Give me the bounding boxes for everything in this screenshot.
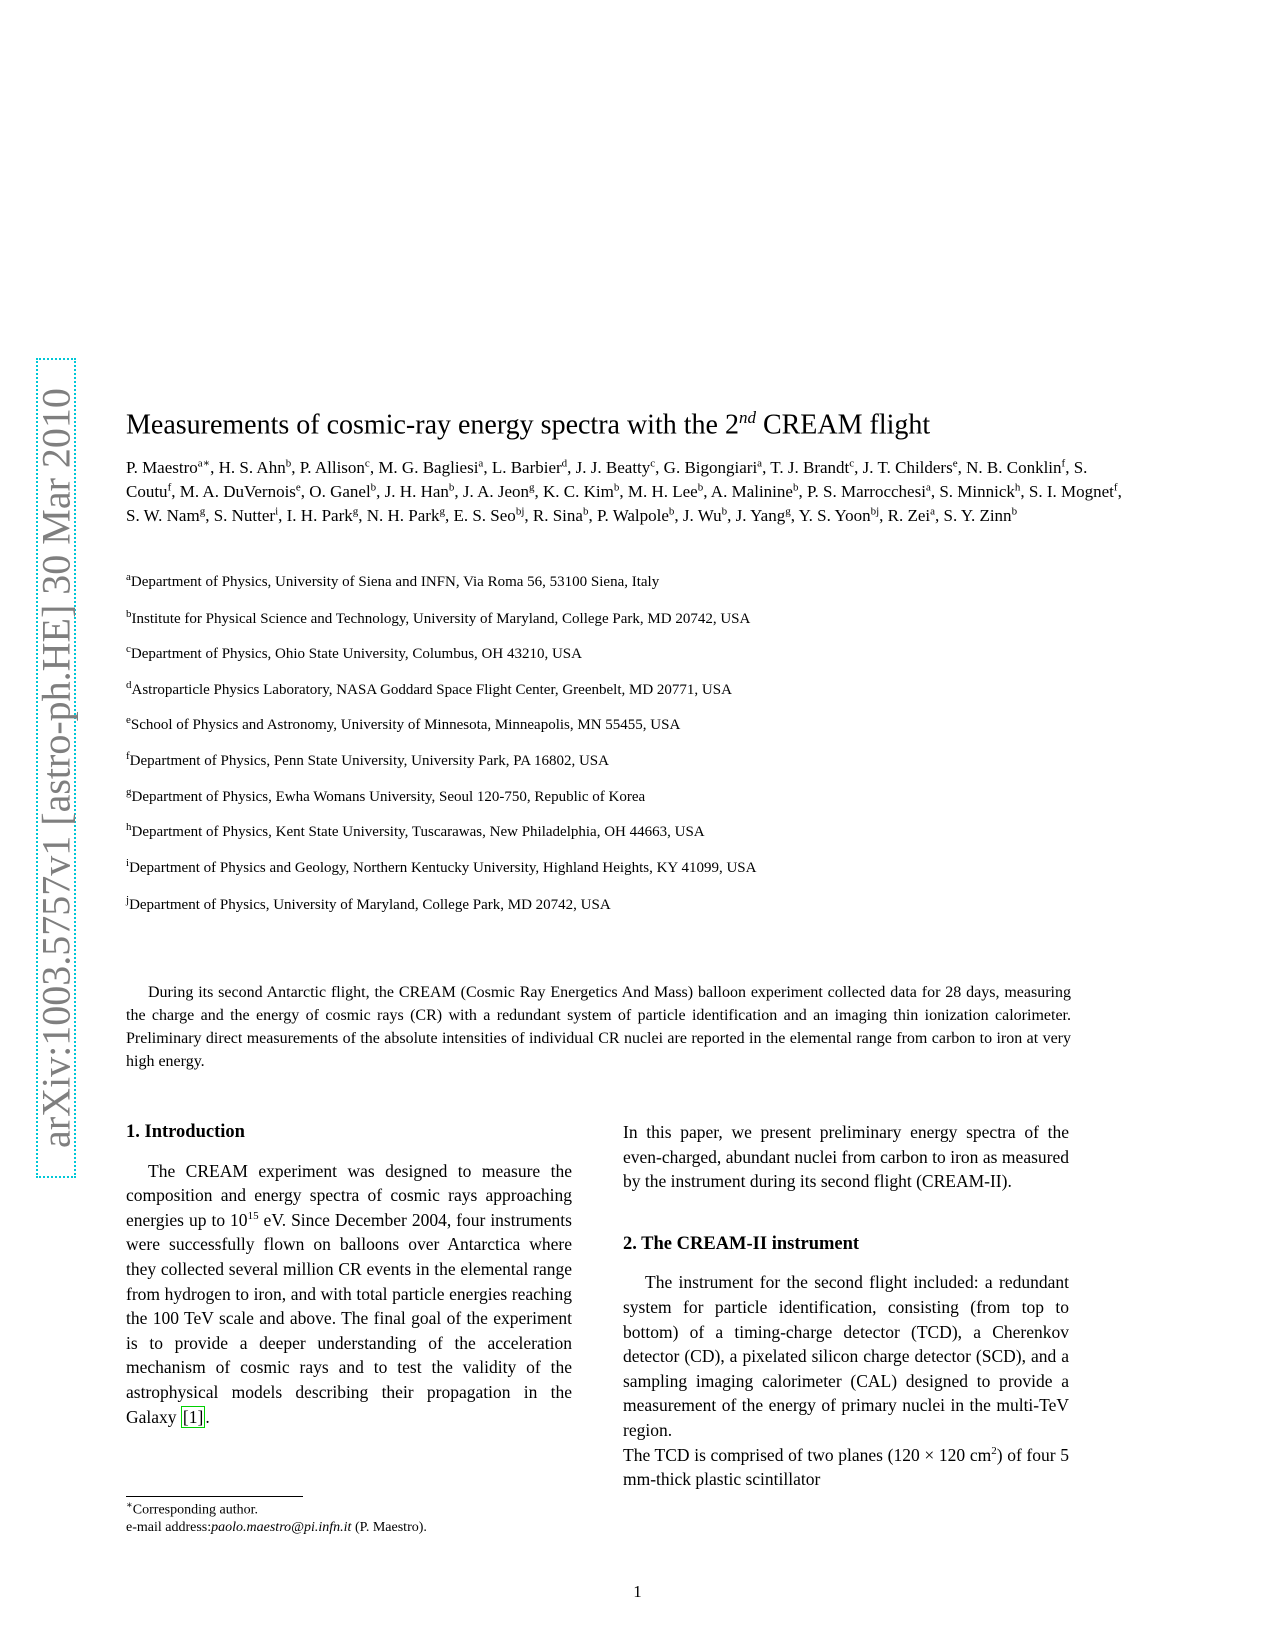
author-name: P. Allison xyxy=(299,458,365,477)
citation-link[interactable]: [1] xyxy=(182,1406,204,1427)
author-name: A. Malinine xyxy=(710,482,793,501)
author-name: J. Yang xyxy=(735,506,786,525)
affiliation-text: Department of Physics, University of Maryland, College Park, MD 20742, USA xyxy=(129,897,611,913)
author-name: Y. S. Yoon xyxy=(798,506,871,525)
author-affiliation-mark: b xyxy=(613,481,620,494)
author-affiliation-mark: b xyxy=(721,505,728,518)
author-affiliation-mark: e xyxy=(295,481,301,494)
affiliation-text: Department of Physics and Geology, Northern Kentucky University, Highland Heights, KY 41099, USA xyxy=(129,860,757,876)
author-name: L. Barbier xyxy=(491,458,562,477)
affiliation-key: i xyxy=(126,857,130,869)
affiliation-key: h xyxy=(126,821,132,833)
author-name: G. Bigongiari xyxy=(663,458,758,477)
footnote-rule xyxy=(126,1496,303,1497)
author-affiliation-mark: b xyxy=(668,505,675,518)
author-affiliation-mark: d xyxy=(561,457,568,470)
affiliation xyxy=(126,857,1136,877)
email-address[interactable]: paolo.maestro@pi.infn.it xyxy=(211,1520,352,1535)
author-affiliation-mark: g xyxy=(199,505,206,518)
author-affiliation-mark: b xyxy=(792,481,799,494)
left-column xyxy=(126,1120,572,1429)
arxiv-stamp xyxy=(33,358,79,1178)
affiliation xyxy=(126,679,1136,699)
author-affiliation-mark: bj xyxy=(870,505,880,518)
author-affiliation-mark: a∗ xyxy=(197,457,211,470)
author-affiliation-mark: f xyxy=(167,481,172,494)
author-affiliation-mark: a xyxy=(757,457,763,470)
author-affiliation-mark: b xyxy=(582,505,589,518)
author-affiliation-mark: a xyxy=(478,457,484,470)
author-affiliation-mark: b xyxy=(285,457,292,470)
affiliation xyxy=(126,750,1136,770)
author-name: M. A. DuVernois xyxy=(179,482,296,501)
author-name: H. S. Ahn xyxy=(218,458,286,477)
author-name: S. Minnick xyxy=(939,482,1015,501)
author-name: T. J. Brandt xyxy=(770,458,850,477)
author-name: S. W. Nam xyxy=(126,506,200,525)
author-name: J. H. Han xyxy=(384,482,449,501)
affiliation-key: b xyxy=(126,608,132,620)
affiliation-key: d xyxy=(126,679,132,691)
affiliation xyxy=(126,821,1136,841)
author-affiliation-mark: g xyxy=(352,505,359,518)
author-affiliation-mark: i xyxy=(275,505,279,518)
author-list: P. Maestro$^{a∗}$, H. S. Ahn$^b$, P. Allison$^c$, M. G. Bagliesi$^a$, L. Barbier$^d$, J. J. Beatty$^c$, G. Bigongiari$^a$, T. J. Brandt$^c$, J. T. Childers$^e$, N. B. Conklin$^f$, S. Coutu$^f$, M. A. DuVernois$^e$, O. Ganel$^b$, J. H. Han$^b$, J. A. Jeon$^g$, K. C. Kim$^b$, M. H. Lee$^b$, A. Malinine$^b$, P. S. Marrocchesi$^a$, S. Minnick$^h$, S. I. Mognet$^f$, S. W. Nam$^g$, S. Nutter$^i$, I. H. Park$^g$, N. H. Park$^g$, E. S. Seo$^{bj}$, R. Sina$^b$, P. Walpole$^b$, J. Wu$^b$, J. Yang$^g$, Y. S. Yoon$^{bj}$, R. Zei$^a$, S. Y. Zinn$^b$ xyxy=(126,457,1122,525)
author-name: O. Ganel xyxy=(309,482,371,501)
author-name: S. Y. Zinn xyxy=(943,506,1012,525)
affiliation-key: a xyxy=(126,571,131,583)
affiliation xyxy=(126,894,1136,914)
affiliation-text: Department of Physics, University of Siena and INFN, Via Roma 56, 53100 Siena, Italy xyxy=(130,574,660,590)
affiliation-text: Department of Physics, Kent State University, Tuscarawas, New Philadelphia, OH 44663, USA xyxy=(131,824,705,840)
author-affiliation-mark: a xyxy=(930,505,936,518)
affiliation-text: Department of Physics, Penn State University, University Park, PA 16802, USA xyxy=(129,753,609,769)
author-name: J. A. Jeon xyxy=(462,482,530,501)
author-name: P. Maestro xyxy=(126,458,198,477)
affiliation-text: Astroparticle Physics Laboratory, NASA Goddard Space Flight Center, Greenbelt, MD 20771, USA xyxy=(131,682,732,698)
footnote-corresponding: ∗Corresponding author. xyxy=(126,1500,259,1518)
author-affiliation-mark: b xyxy=(1011,505,1018,518)
author-affiliation-mark: bj xyxy=(515,505,525,518)
author-affiliation-mark: b xyxy=(697,481,704,494)
right-column xyxy=(623,1120,1069,1492)
author-affiliation-mark: c xyxy=(849,457,855,470)
author-affiliation-mark: f xyxy=(1113,481,1118,494)
author-name: I. H. Park xyxy=(286,506,353,525)
affiliation-key: c xyxy=(126,643,131,655)
author-affiliation-mark: c xyxy=(650,457,656,470)
section-heading-instrument: 2. The CREAM-II instrument xyxy=(623,1233,860,1254)
author-name: N. B. Conklin xyxy=(966,458,1062,477)
abstract: During its second Antarctic flight, the CREAM (Cosmic Ray Energetics And Mass) balloon experiment collected data for 28 days, measuring the charge and the energy of cosmic rays (CR) with a redundant system of particle identification and an imaging thin ionization calorimeter. Preliminary direct measurements of the absolute intensities of individual CR nuclei are reported in the elemental range from carbon to iron at very high energy. xyxy=(126,984,1071,1070)
affiliation xyxy=(126,714,1136,734)
affiliation-key: g xyxy=(126,786,132,798)
affiliation-text: Department of Physics, Ohio State University, Columbus, OH 43210, USA xyxy=(130,646,582,662)
affiliation xyxy=(126,786,1136,806)
author-affiliation-mark: f xyxy=(1061,457,1066,470)
intro-paragraph: The CREAM experiment was designed to measure the composition and energy spectra of cosmic rays approaching energies up to $10^{15}$ eV. Since December 2004, four instruments were successfully flown on balloons over Antarctica where they collected several million CR events in the elemental range from hydrogen to iron, and with total particle energies reaching the 100 TeV scale and above. The final goal of the experiment is to provide a deeper understanding of the acceleration mechanism of cosmic rays and to test the validity of the astrophysical models describing their propagation in the Galaxy [1] . xyxy=(126,1160,572,1427)
author-name: S. Nutter xyxy=(213,506,276,525)
affiliation xyxy=(126,643,1136,663)
affiliation-text: School of Physics and Astronomy, University of Minnesota, Minneapolis, MN 55455, USA xyxy=(130,717,681,733)
author-affiliation-mark: b xyxy=(448,481,455,494)
affiliation-text: Institute for Physical Science and Technology, University of Maryland, College Park, MD 20742, USA xyxy=(131,611,751,627)
author-name: E. S. Seo xyxy=(453,506,516,525)
affiliation xyxy=(126,571,1136,591)
author-name: M. H. Lee xyxy=(627,482,698,501)
author-name: M. G. Bagliesi xyxy=(378,458,479,477)
affiliation-key: e xyxy=(126,714,131,726)
section-heading-introduction: 1. Introduction xyxy=(126,1122,245,1142)
author-affiliation-mark: g xyxy=(439,505,445,518)
tcd-paragraph: The TCD is comprised of two planes (120 × 120 $cm^2$) of four 5 mm-thick plastic scintillator xyxy=(623,1444,1070,1490)
author-name: R. Zei xyxy=(887,506,931,525)
author-affiliation-mark: a xyxy=(925,481,931,494)
author-affiliation-mark: b xyxy=(370,481,377,494)
author-affiliation-mark: e xyxy=(952,457,958,470)
author-affiliation-mark: c xyxy=(364,457,370,470)
footnote-email: e-mail address:paolo.maestro@pi.infn.it (P. Maestro). xyxy=(126,1520,427,1535)
author-name: S. I. Mognet xyxy=(1028,482,1114,501)
author-name: K. C. Kim xyxy=(543,482,614,501)
arxiv-id: arXiv:1003.5757v1 [astro-ph.HE] 30 Mar 2010 xyxy=(33,388,79,1148)
author-name: J. T. Childers xyxy=(862,458,953,477)
affiliation-key: f xyxy=(126,750,130,762)
author-name: J. J. Beatty xyxy=(575,458,651,477)
author-name: J. Wu xyxy=(682,506,722,525)
author-affiliation-mark: g xyxy=(529,481,535,494)
affiliation-key: j xyxy=(126,894,130,906)
affiliation-text: Department of Physics, Ewha Womans University, Seoul 120-750, Republic of Korea xyxy=(131,789,646,805)
author-affiliation-mark: h xyxy=(1014,481,1021,494)
author-affiliation-mark: g xyxy=(785,505,791,518)
instrument-paragraph: The instrument for the second flight included: a redundant system for particle identification, consisting (from top to bottom) of a timing-charge detector (TCD), a Cherenkov detector (CD), a pixelated silicon charge detector (SCD), and a sampling imaging calorimeter (CAL) designed to provide a measurement of the energy of primary nuclei in the multi-TeV region. xyxy=(623,1272,1069,1440)
intro-paragraph-continued: In this paper, we present preliminary energy spectra of the even-charged, abundant nuclei from carbon to iron as measured by the instrument during its second flight (CREAM-II). xyxy=(623,1122,1069,1192)
author-name: R. Sina xyxy=(532,506,583,525)
author-name: S. Coutu xyxy=(126,458,1088,501)
page-number: 1 xyxy=(633,1582,642,1601)
author-name: N. H. Park xyxy=(366,506,440,525)
author-name: P. Walpole xyxy=(596,506,669,525)
affiliation xyxy=(126,608,1136,628)
paper-title: Measurements of cosmic-ray energy spectra with the 2nd CREAM flight xyxy=(126,408,931,441)
author-name: P. S. Marrocchesi xyxy=(806,482,926,501)
